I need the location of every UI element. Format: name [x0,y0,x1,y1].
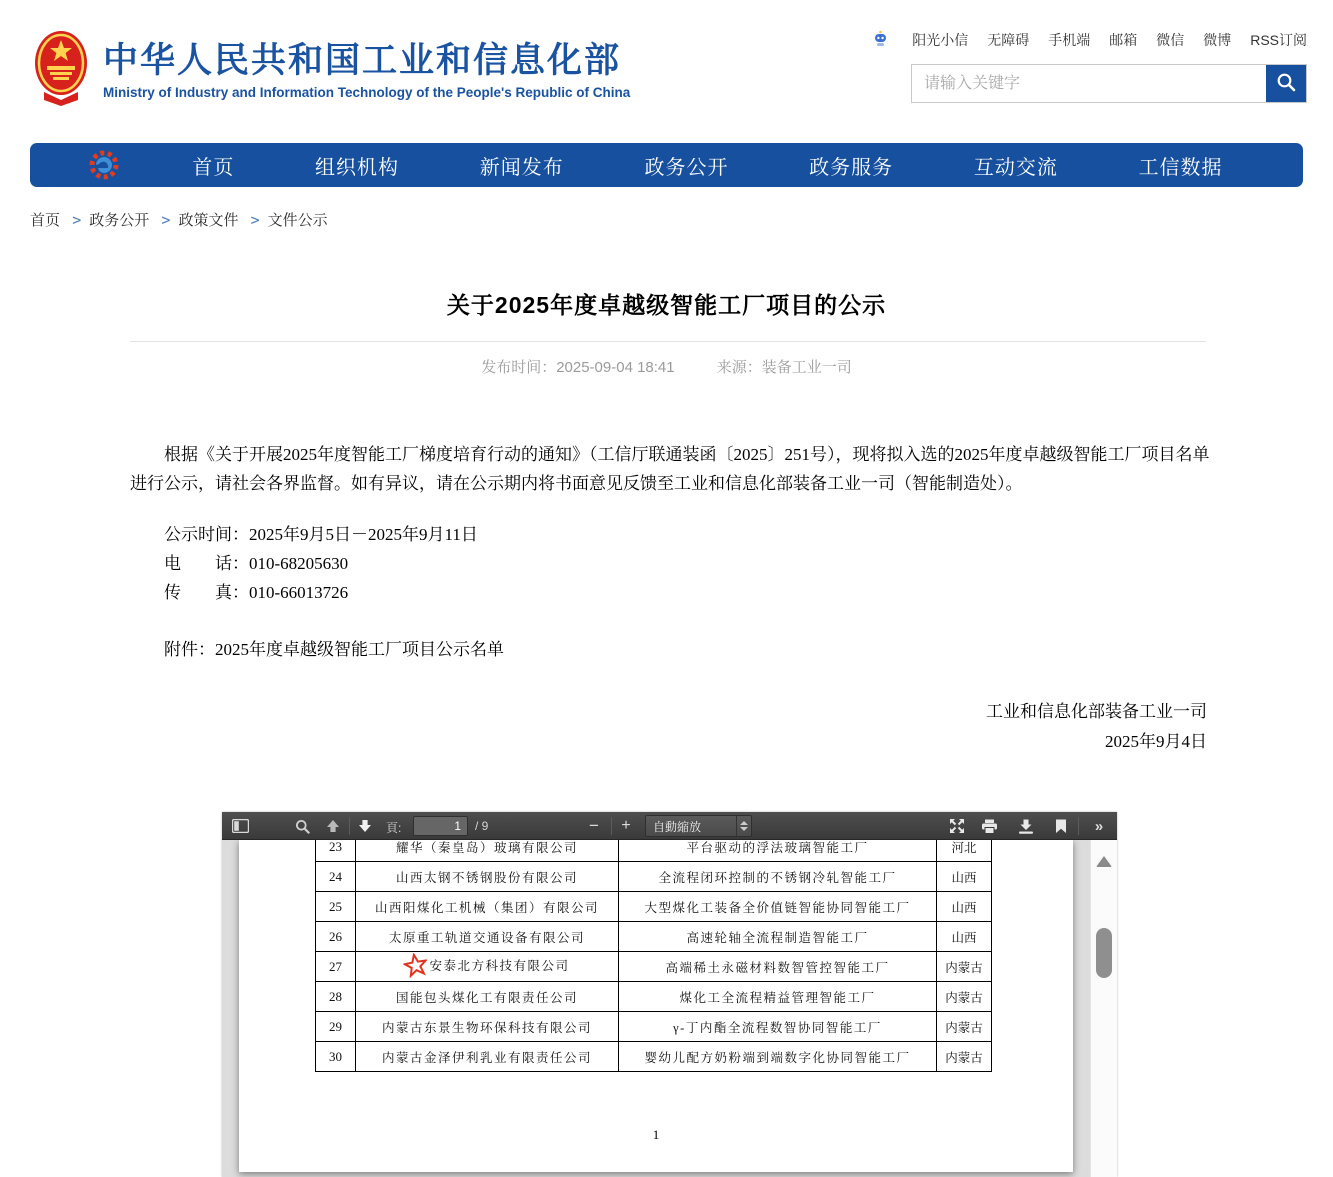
source: 来源：装备工业一司 [716,359,852,376]
cell-project: 平台驱动的浮法玻璃智能工厂 [619,840,937,862]
zoom-mode-select[interactable] [645,815,752,837]
search-input[interactable] [912,65,1266,102]
zoom-in-icon[interactable]: + [621,817,631,834]
table-row [316,840,992,862]
nav-item[interactable]: 组织机构 [315,156,400,179]
nav-item[interactable]: 政务公开 [644,156,729,179]
zoom-out-icon[interactable]: − [589,816,599,835]
title-divider [130,341,1206,342]
notice-period: 公示时间：2025年9月5日－2025年9月11日 [164,525,478,544]
pdf-page-number: 1 [652,1127,660,1142]
attachment-link[interactable]: 2025年度卓越级智能工厂项目公示名单 [215,640,504,659]
article-signature [986,697,1207,757]
page-label: 頁: [386,821,402,835]
site-search [911,64,1307,103]
cell-province: 河北 [937,840,992,862]
page-title: 关于2025年度卓越级智能工厂项目的公示 [446,292,887,318]
scroll-up-arrow-icon[interactable] [1096,856,1112,867]
fax-line: 传 真：010-66013726 [164,583,349,602]
project-table [315,840,992,1072]
cell-company: 山西太钢不锈钢股份有限公司 [395,870,578,885]
miit-gear-logo-icon [86,147,122,183]
cell-province: 内蒙古 [937,1012,992,1042]
cell-index: 26 [316,922,356,952]
signature-date: 2025年9月4日 [1105,732,1207,751]
scrollbar-thumb[interactable] [1096,928,1112,978]
presentation-mode-icon[interactable] [945,814,969,838]
cell-company: 太原重工轨道交通设备有限公司 [388,930,585,945]
pdf-scrollbar[interactable] [1090,840,1117,1177]
nav-item[interactable]: 首页 [192,156,235,179]
cell-index: 28 [316,982,356,1012]
article-paragraph: 根据《关于开展2025年度智能工厂梯度培育行动的通知》（工信厅联通装函〔2025〕251号），现将拟入选的2025年度卓越级智能工厂项目名单进行公示，请社会各界监督。如有异议，请在公示期内将书面意见反馈至工业和信息化部装备工业一司（智能制造处）。 [130,445,1210,493]
cell-company: 国能包头煤化工有限责任公司 [395,990,578,1005]
cell-company: 安泰北方科技有限公司 [429,958,570,973]
breadcrumb-item[interactable]: 首页 [30,212,61,229]
signature-org: 工业和信息化部装备工业一司 [986,702,1207,721]
page-number-input[interactable] [413,816,468,836]
cell-index: 23 [316,840,356,862]
select-arrows-icon [736,816,751,836]
breadcrumb-item[interactable]: 政策文件 [178,212,239,229]
pdf-toolbar [222,812,1117,840]
quick-links [872,30,1307,50]
site-logo-block[interactable] [34,30,630,111]
cell-company: 内蒙古东景生物环保科技有限公司 [381,1020,592,1035]
nav-item[interactable]: 互动交流 [973,156,1058,179]
cell-project: 婴幼儿配方奶粉端到端数字化协同智能工厂 [619,1042,937,1072]
cell-project: 大型煤化工装备全价值链智能协同智能工厂 [619,892,937,922]
cell-project: 煤化工全流程精益管理智能工厂 [619,982,937,1012]
attachment-label: 附件： [164,640,215,659]
site-title: 中华人民共和国工业和信息化部 [103,41,622,80]
breadcrumb-item[interactable]: 政务公开 [89,212,150,229]
pdf-view-area [222,840,1090,1177]
main-nav [30,143,1303,187]
more-tools-icon[interactable]: » [1094,817,1104,835]
cell-province: 内蒙古 [937,952,992,982]
table-row [316,862,992,892]
breadcrumb: 首页 > 政务公开 > 政策文件 > 文件公示 [30,211,328,229]
table-row [316,1012,992,1042]
page-down-icon[interactable] [353,814,377,838]
table-row [316,1042,992,1072]
cell-province: 山西 [937,922,992,952]
sunshine-robot-icon [872,30,889,50]
quick-link[interactable]: 邮箱 [1109,32,1138,48]
quick-link[interactable]: 阳光小信 [912,32,969,48]
article-body [130,440,1212,664]
quick-link[interactable]: 微博 [1203,32,1232,48]
publish-time: 发布时间：2025-09-04 18:41 [481,359,675,376]
cell-company: 山西阳煤化工机械（集团）有限公司 [374,900,599,915]
site-title-en: Ministry of Industry and Information Technology of the People's Republic of China [103,85,631,100]
quick-link[interactable]: RSS订阅 [1250,32,1307,48]
cell-province: 内蒙古 [937,982,992,1012]
cell-index: 30 [316,1042,356,1072]
cell-index: 27 [316,952,356,982]
table-row [316,952,992,982]
search-icon [1276,72,1296,95]
article-meta [0,356,1333,377]
pdf-viewer [222,812,1117,1177]
zoom-mode-value: 自動縮放 [653,819,702,834]
cell-project: 全流程闭环控制的不锈钢冷轧智能工厂 [619,862,937,892]
nav-item[interactable]: 工信数据 [1138,156,1223,179]
cell-company: 内蒙古金泽伊利乳业有限责任公司 [381,1050,592,1065]
cell-company: 耀华（秦皇岛）玻璃有限公司 [395,840,578,855]
find-icon[interactable] [290,814,314,838]
cell-index: 25 [316,892,356,922]
table-row [316,892,992,922]
cell-index: 24 [316,862,356,892]
page-total: / 9 [475,819,489,833]
quick-link[interactable]: 微信 [1156,32,1185,48]
attachment-line [130,635,1212,664]
sidebar-toggle-icon[interactable] [228,814,252,838]
page-up-icon[interactable] [321,814,345,838]
quick-link[interactable]: 无障碍 [987,32,1030,48]
breadcrumb-item[interactable]: 文件公示 [267,212,328,229]
cell-province: 山西 [937,862,992,892]
cell-project: 高端稀土永磁材料数智管控智能工厂 [619,952,937,982]
print-icon[interactable] [977,814,1001,838]
national-emblem-logo [34,30,88,111]
cell-province: 内蒙古 [937,1042,992,1072]
search-button[interactable] [1266,65,1306,102]
table-row [316,922,992,952]
cell-project: 高速轮轴全流程制造智能工厂 [619,922,937,952]
download-icon[interactable] [1014,814,1038,838]
table-row [316,982,992,1012]
nav-item[interactable]: 政务服务 [809,156,894,179]
nav-item[interactable]: 新闻发布 [479,156,564,179]
bookmark-icon[interactable] [1049,814,1073,838]
cell-index: 29 [316,1012,356,1042]
cell-province: 山西 [937,892,992,922]
pdf-page [239,840,1073,1172]
phone-line: 电 话：010-68205630 [164,554,349,573]
quick-link[interactable]: 手机端 [1048,32,1091,48]
cell-project: γ-丁内酯全流程数智协同智能工厂 [619,1012,937,1042]
red-star-icon [402,952,430,982]
